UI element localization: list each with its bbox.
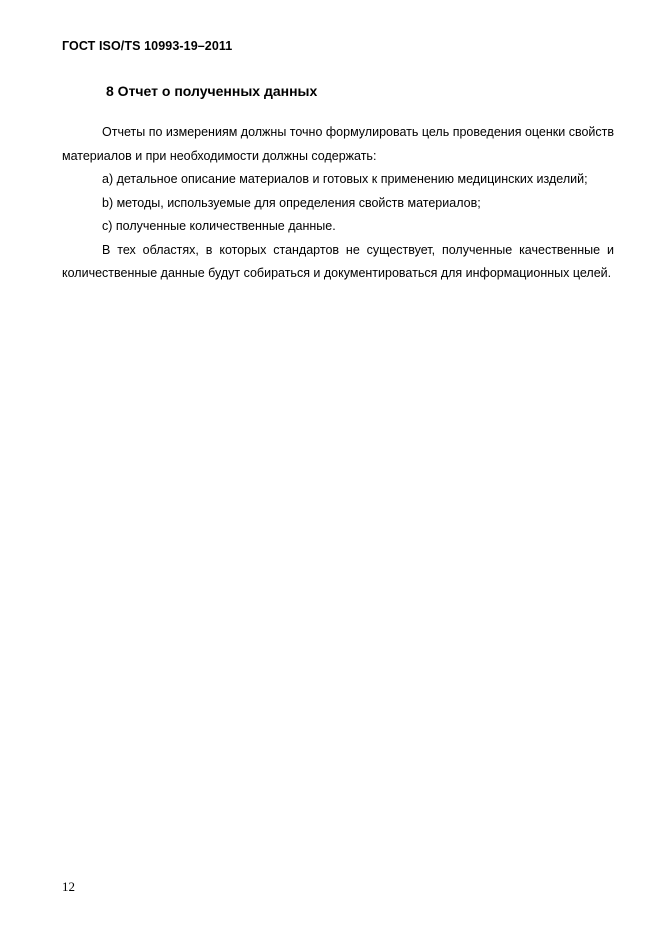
paragraph-closing: В тех областях, в которых стандартов не существует, полученные качественные и количественные данные будут собираться и документироваться для информационных целей. bbox=[62, 242, 614, 280]
paragraph-intro: Отчеты по измерениям должны точно формулировать цель проведения оценки свойств материалов и при необходимости должны содержать: bbox=[62, 125, 614, 163]
paragraph-item-c: c) полученные количественные данные. bbox=[102, 219, 336, 233]
document-header: ГОСТ ISO/TS 10993-19–2011 bbox=[62, 39, 233, 53]
section-body bbox=[62, 121, 614, 286]
paragraph-item-a: a) детальное описание материалов и готовых к применению медицинских изделий; bbox=[102, 172, 588, 186]
section-title: 8 Отчет о полученных данных bbox=[106, 83, 318, 99]
page-number: 12 bbox=[62, 879, 75, 894]
paragraph-item-b: b) методы, используемые для определения свойств материалов; bbox=[102, 195, 481, 210]
